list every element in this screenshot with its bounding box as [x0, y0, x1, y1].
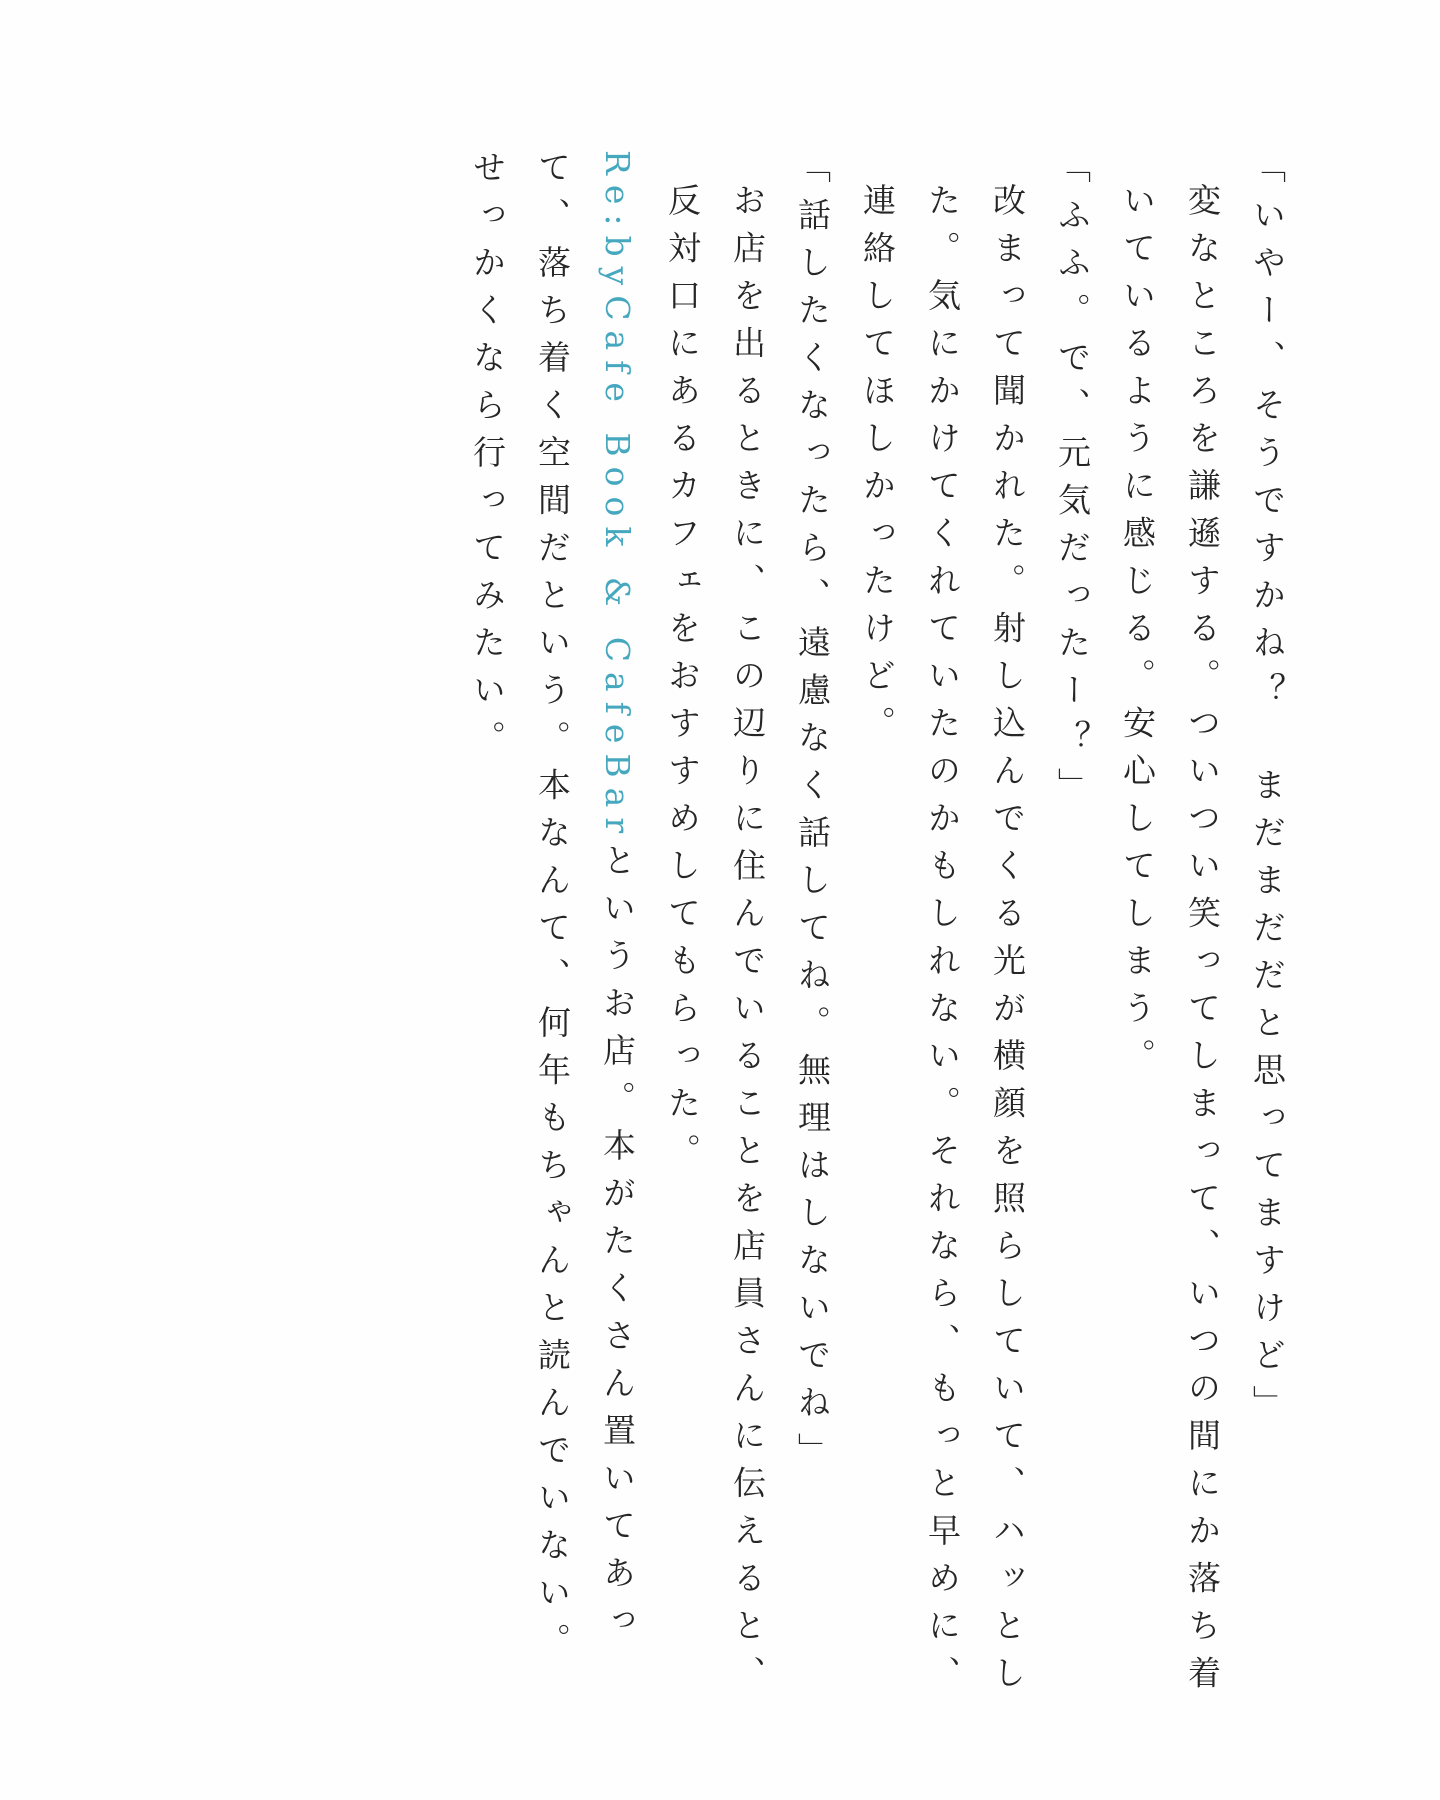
narration-paragraph-4-text: というお店。本がたくさん置いてあって、落ち着く空間だという。本なんて、何年もちゃんと読んでいない。せっかくなら行ってみたい。: [468, 150, 637, 1670]
narration-paragraph-1: 変なところを謙遜する。ついつい笑ってしまって、いつの間にか落ち着いているように感じる。安心してしまう。: [1118, 183, 1222, 1703]
narration-paragraph-4: [455, 150, 650, 1710]
cafe-name: Re:byCafe Book & CafeBar: [598, 150, 637, 844]
dialogue-line-3: 「話したくなったら、遠慮なく話してね。無理はしないでね」: [793, 150, 832, 1480]
narration-paragraph-3: お店を出るときに、この辺りに住んでいることを店員さんに伝えると、反対口にあるカフェをおすすめしてもらった。: [663, 183, 767, 1703]
dialogue-line-2: 「ふふ。で、元気だったー？」: [1053, 150, 1092, 815]
dialogue-line-1: 「いやー、そうですかね？ まだまだだと思ってますけど」: [1248, 150, 1287, 1433]
narration-paragraph-2: 改まって聞かれた。射し込んでくる光が横顔を照らしていて、ハッとした。気にかけてくれていたのかもしれない。それなら、もっと早めに、連絡してほしかったけど。: [858, 183, 1027, 1703]
vertical-novel-text: [455, 150, 1300, 1710]
